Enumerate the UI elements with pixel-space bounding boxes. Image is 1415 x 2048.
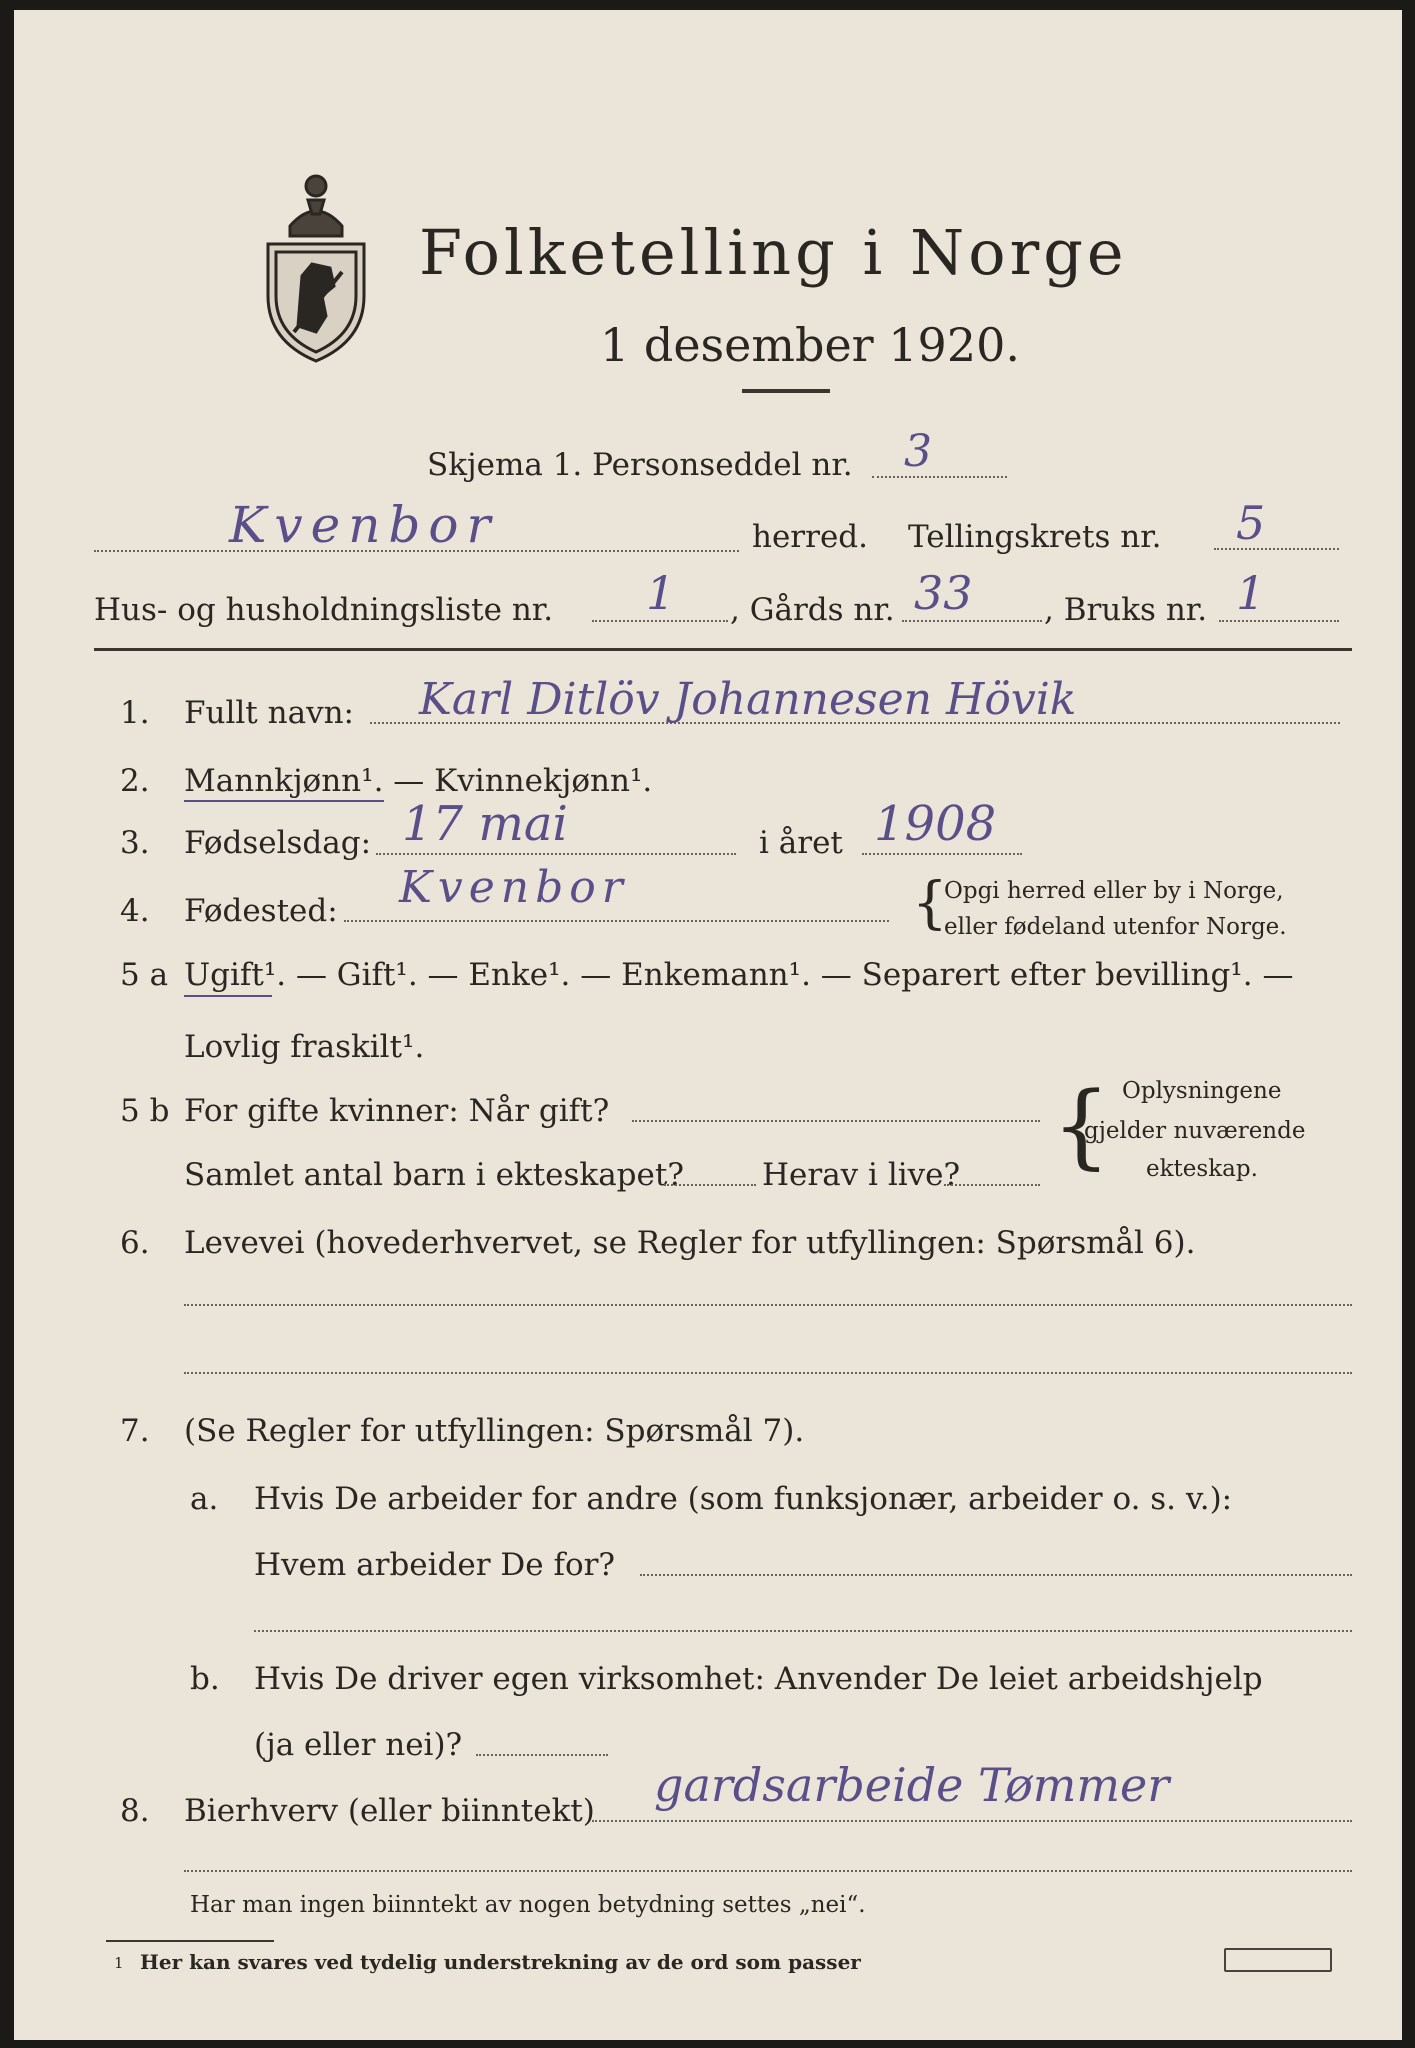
tellingskrets-label: Tellingskrets nr.	[908, 519, 1162, 555]
printer-stamp	[1224, 1948, 1332, 1972]
q5a-number: 5 a	[120, 957, 169, 993]
gender-underline	[184, 800, 384, 802]
q5b-alive-label: Herav i live?	[762, 1157, 961, 1193]
q5b-brace: {	[1052, 1072, 1111, 1179]
q4-label: Fødested:	[184, 893, 338, 929]
skjema-label: Skjema 1. Personseddel nr.	[427, 447, 853, 483]
q5b-number: 5 b	[120, 1093, 170, 1129]
tellingskrets-line	[1214, 548, 1339, 550]
q1-number: 1.	[120, 695, 150, 731]
q1-label: Fullt navn:	[184, 695, 354, 731]
footnote-text: Her kan svares ved tydelig understrekning av de ord som passer	[140, 1950, 861, 1974]
bruks-line	[1219, 620, 1339, 622]
bruks-label: , Bruks nr.	[1044, 592, 1208, 628]
q7a-employer-label: Hvem arbeider De for?	[254, 1547, 616, 1583]
gards-label: , Gårds nr.	[730, 592, 895, 628]
tellingskrets-value: 5	[1236, 496, 1266, 550]
footnote-divider	[106, 1940, 274, 1942]
q7-number: 7.	[120, 1413, 150, 1449]
secondary-occupation-value: gardsarbeide Tømmer	[654, 1758, 1170, 1812]
q7b-label: Hvis De driver egen virksomhet: Anvender De leiet arbeidshjelp	[254, 1661, 1263, 1697]
bruks-value: 1	[1236, 566, 1266, 620]
no-income-note: Har man ingen biinntekt av nogen betydning settes „nei“.	[190, 1892, 866, 1918]
footnote-number: 1	[114, 1954, 124, 1972]
skjema-value: 3	[904, 426, 932, 477]
gender-options: Mannkjønn¹. — Kvinnekjønn¹.	[184, 763, 653, 799]
q8-label: Bierhverv (eller biinntekt)	[184, 1793, 595, 1829]
full-name-value: Karl Ditlöv Johannesen Hövik	[419, 674, 1077, 725]
q6-label: Levevei (hovederhvervet, se Regler for utfyllingen: Spørsmål 6).	[184, 1225, 1196, 1261]
q2-number: 2.	[120, 763, 150, 799]
q3-label: Fødselsdag:	[184, 825, 372, 861]
herred-value: Kvenbor	[229, 496, 499, 554]
marital-status-options: Ugift¹. — Gift¹. — Enke¹. — Enkemann¹. — Separert efter bevilling¹. —	[184, 957, 1294, 993]
q7-label: (Se Regler for utfyllingen: Spørsmål 7).	[184, 1413, 805, 1449]
q7a-label: Hvis De arbeider for andre (som funksjonær, arbeider o. s. v.):	[254, 1481, 1233, 1517]
birthday-value: 17 mai	[402, 796, 568, 852]
q7a-line-2	[254, 1630, 1352, 1632]
q4-note-2: eller fødeland utenfor Norge.	[944, 914, 1287, 940]
herred-label: herred.	[752, 519, 868, 555]
q4-number: 4.	[120, 893, 150, 929]
census-form-page	[14, 10, 1402, 2040]
header-divider	[94, 648, 1352, 651]
q5b-children-label: Samlet antal barn i ekteskapet?	[184, 1157, 684, 1193]
census-date: 1 desember 1920.	[600, 318, 1020, 372]
q6-number: 6.	[120, 1225, 150, 1261]
q3-line	[376, 853, 736, 855]
hus-label: Hus- og husholdningsliste nr.	[94, 592, 554, 628]
marital-status-underline	[184, 995, 272, 997]
q3-year-label: i året	[759, 825, 843, 861]
title-divider	[742, 389, 830, 393]
q4-line	[344, 920, 889, 922]
skjema-line	[872, 476, 1007, 478]
gards-value: 33	[914, 566, 973, 620]
q5b-children-line	[664, 1184, 756, 1186]
q6-line-2	[184, 1372, 1352, 1374]
q4-note-1: Opgi herred eller by i Norge,	[944, 878, 1284, 904]
q3-year-line	[862, 853, 1022, 855]
q8-line-2	[184, 1870, 1352, 1872]
page-title: Folketelling i Norge	[419, 216, 1128, 289]
q7b-line	[476, 1754, 608, 1756]
q5b-note-1: Oplysningene	[1122, 1078, 1282, 1104]
hus-line	[592, 620, 728, 622]
q6-line-1	[184, 1304, 1352, 1306]
q8-line	[592, 1820, 1352, 1822]
q4-brace: {	[912, 871, 948, 936]
q5b-note-3: ekteskap.	[1146, 1156, 1258, 1182]
gards-line	[902, 620, 1042, 622]
marital-status-options-2: Lovlig fraskilt¹.	[184, 1029, 425, 1065]
q7a-line-1	[640, 1574, 1352, 1576]
q7a-letter: a.	[190, 1481, 219, 1517]
q7b-letter: b.	[190, 1661, 220, 1697]
q5b-married-line	[632, 1120, 1040, 1122]
birthplace-value: Kvenbor	[399, 862, 629, 913]
q5b-note-2: gjelder nuværende	[1084, 1118, 1306, 1144]
q8-number: 8.	[120, 1793, 150, 1829]
birth-year-value: 1908	[874, 796, 997, 852]
q5b-alive-line	[944, 1184, 1040, 1186]
q5b-label: For gifte kvinner: Når gift?	[184, 1093, 610, 1129]
hus-value: 1	[646, 566, 676, 620]
q7b-yesno-label: (ja eller nei)?	[254, 1727, 463, 1763]
coat-of-arms-icon	[250, 156, 382, 364]
q3-number: 3.	[120, 825, 150, 861]
